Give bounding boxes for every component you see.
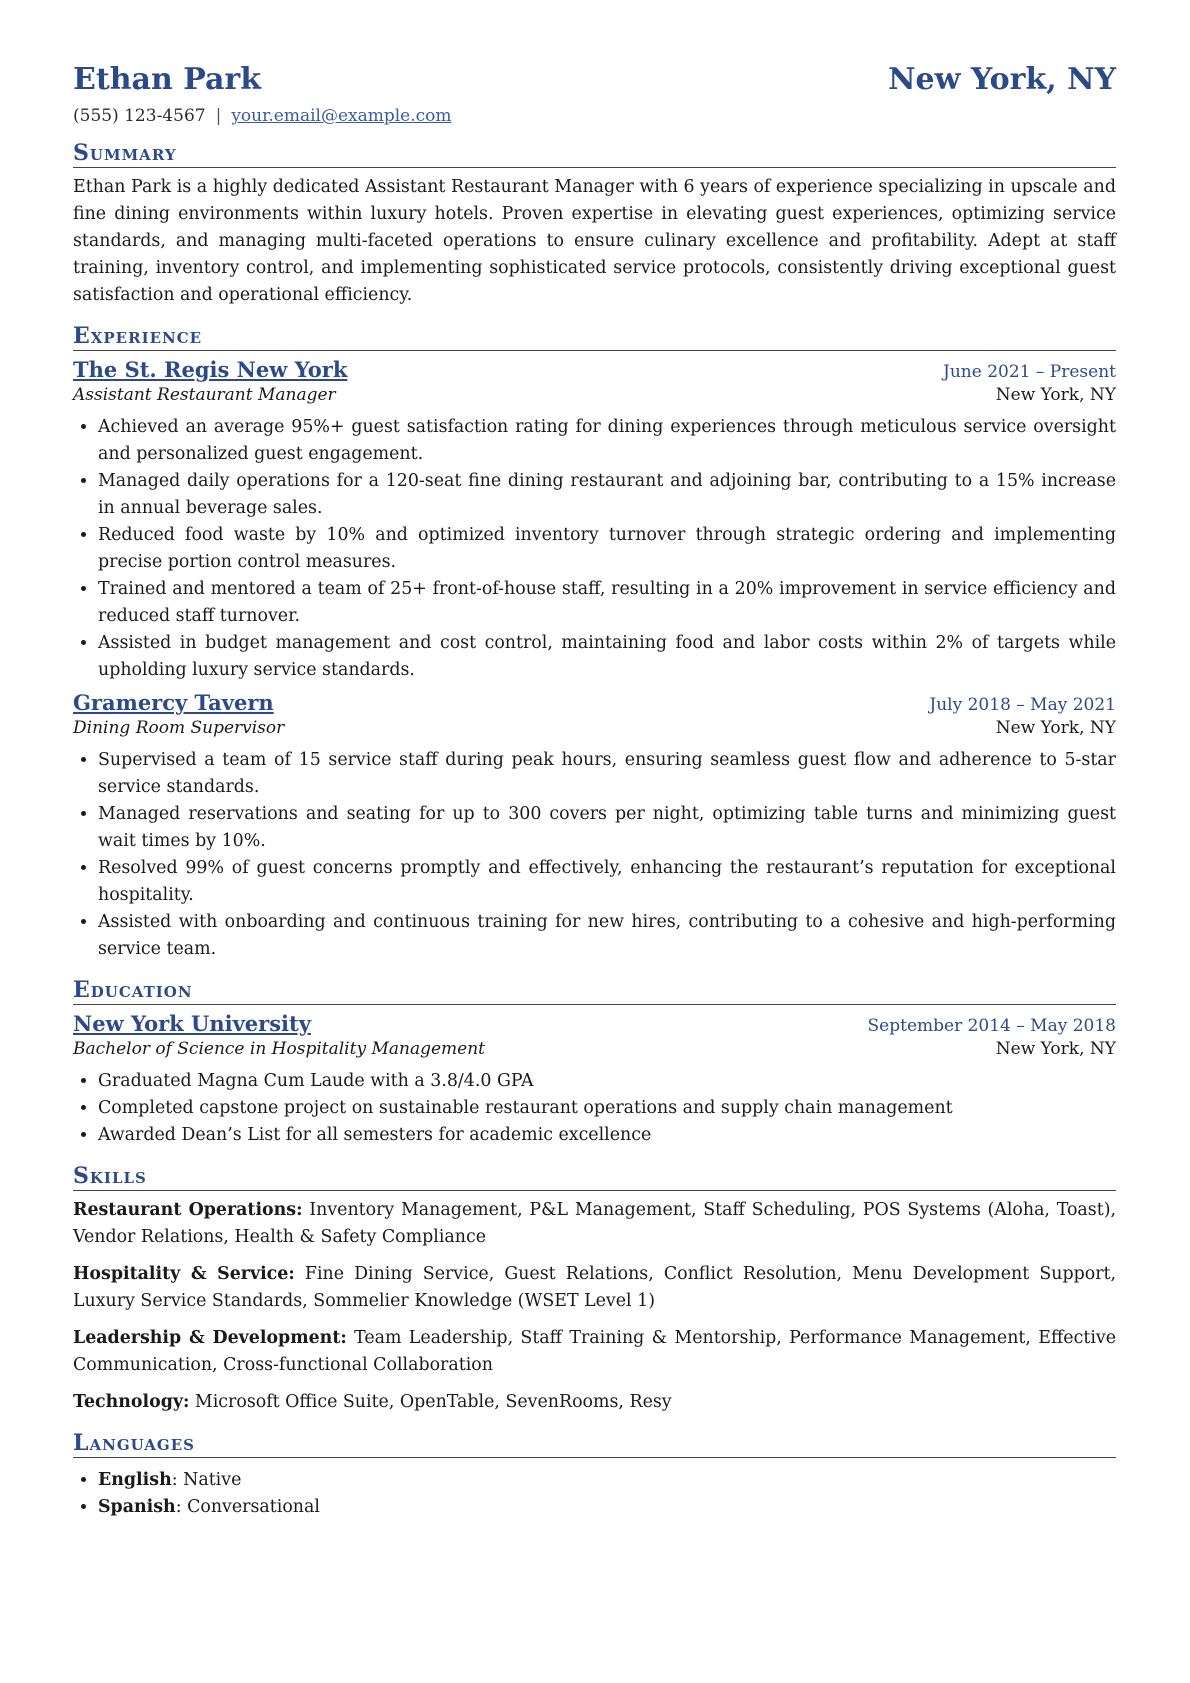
education-location: New York, NY: [995, 1039, 1116, 1059]
job-dates: July 2018 – May 2021: [929, 695, 1116, 715]
candidate-location: New York, NY: [888, 62, 1116, 97]
candidate-name: Ethan Park: [73, 62, 262, 97]
skill-value: Inventory Management, P&L Management, Staff Scheduling, POS Systems (Aloha, Toast), Vendor Relations, Health & Safety Compliance: [73, 1200, 1117, 1247]
job-entry: [73, 690, 1116, 963]
list-item: • Assisted with onboarding and continuous training for new hires, contributing to a cohesive and high-performing service team.: [98, 909, 1116, 963]
section-title-languages: Languages: [73, 1430, 1116, 1458]
section-title-experience: Experience: [73, 323, 1116, 351]
company-name: The St. Regis New York: [73, 357, 348, 382]
skill-row: [73, 1197, 1116, 1251]
list-item: • Trained and mentored a team of 25+ front-of-house staff, resulting in a 20% improvement in service efficiency and reduced staff turnover.: [98, 576, 1116, 630]
languages-list: [73, 1467, 1116, 1521]
phone-number: (555) 123-4567: [73, 106, 206, 126]
skill-label: Restaurant Operations:: [73, 1200, 303, 1220]
summary-text: Ethan Park is a highly dedicated Assistant Restaurant Manager with 6 years of experience specializing in upscale and fine dining environments within luxury hotels. Proven expertise in elevating guest experiences, optimizing service standards, and managing multi-faceted operations to ensure culinary excellence and profitability. Adept at staff training, inventory control, and implementing sophisticated service protocols, consistently driving exceptional guest satisfaction and operational efficiency.: [73, 177, 1116, 305]
job-bullets: [73, 747, 1116, 963]
job-location: New York, NY: [995, 385, 1116, 405]
job-role: Dining Room Supervisor: [73, 718, 285, 738]
list-item: • Completed capstone project on sustainable restaurant operations and supply chain management: [98, 1095, 1116, 1122]
skill-value: Microsoft Office Suite, OpenTable, SevenRooms, Resy: [194, 1392, 672, 1412]
skill-row: [73, 1325, 1116, 1379]
language-level: : Conversational: [175, 1497, 320, 1517]
section-title-education: Education: [73, 977, 1116, 1005]
skill-label: Hospitality & Service:: [73, 1264, 295, 1284]
list-item: • Supervised a team of 15 service staff during peak hours, ensuring seamless guest flow and adherence to 5-star service standards.: [98, 747, 1116, 801]
company-name: Gramercy Tavern: [73, 690, 274, 715]
education-entry: [73, 1011, 1116, 1149]
skill-value: Fine Dining Service, Guest Relations, Conflict Resolution, Menu Development Support, Luxury Service Standards, Sommelier Knowledge (WSET Level 1): [73, 1264, 1117, 1311]
list-item: • Reduced food waste by 10% and optimized inventory turnover through strategic ordering and implementing precise portion control measures.: [98, 522, 1116, 576]
job-entry: [73, 357, 1116, 684]
header: [73, 0, 1116, 97]
list-item: • Resolved 99% of guest concerns promptly and effectively, enhancing the restaurant’s reputation for exceptional hospitality.: [98, 855, 1116, 909]
contact-line: [73, 106, 1116, 126]
list-item: • Achieved an average 95%+ guest satisfaction rating for dining experiences through meticulous service oversight and personalized guest engagement.: [98, 414, 1116, 468]
contact-separator: |: [215, 106, 222, 126]
list-item: [98, 1467, 1116, 1494]
job-location: New York, NY: [995, 718, 1116, 738]
skill-value: Team Leadership, Staff Training & Mentorship, Performance Management, Effective Communication, Cross-functional Collaboration: [73, 1328, 1116, 1375]
education-dates: September 2014 – May 2018: [867, 1016, 1116, 1036]
list-item: • Managed reservations and seating for up to 300 covers per night, optimizing table turns and minimizing guest wait times by 10%.: [98, 801, 1116, 855]
skill-row: [73, 1261, 1116, 1315]
list-item: • Awarded Dean’s List for all semesters for academic excellence: [98, 1122, 1116, 1149]
section-title-skills: Skills: [73, 1163, 1116, 1191]
language-level: : Native: [171, 1470, 242, 1490]
school-name: New York University: [73, 1011, 311, 1036]
skill-label: Leadership & Development:: [73, 1328, 347, 1348]
list-item: [98, 1494, 1116, 1521]
skill-row: [73, 1389, 1116, 1416]
section-title-summary: Summary: [73, 140, 1116, 168]
skills-list: [73, 1197, 1116, 1416]
email-link[interactable]: your.email@example.com: [231, 106, 452, 126]
language-name: English: [98, 1470, 172, 1490]
education-bullets: [73, 1068, 1116, 1149]
job-dates: June 2021 – Present: [943, 362, 1116, 382]
language-name: Spanish: [98, 1497, 176, 1517]
list-item: • Managed daily operations for a 120-seat fine dining restaurant and adjoining bar, contributing to a 15% increase in annual beverage sales.: [98, 468, 1116, 522]
list-item: • Graduated Magna Cum Laude with a 3.8/4.0 GPA: [98, 1068, 1116, 1095]
list-item: • Assisted in budget management and cost control, maintaining food and labor costs within 2% of targets while upholding luxury service standards.: [98, 630, 1116, 684]
job-role: Assistant Restaurant Manager: [73, 385, 336, 405]
degree: Bachelor of Science in Hospitality Management: [73, 1039, 485, 1059]
skill-label: Technology:: [73, 1392, 190, 1412]
job-bullets: [73, 414, 1116, 684]
